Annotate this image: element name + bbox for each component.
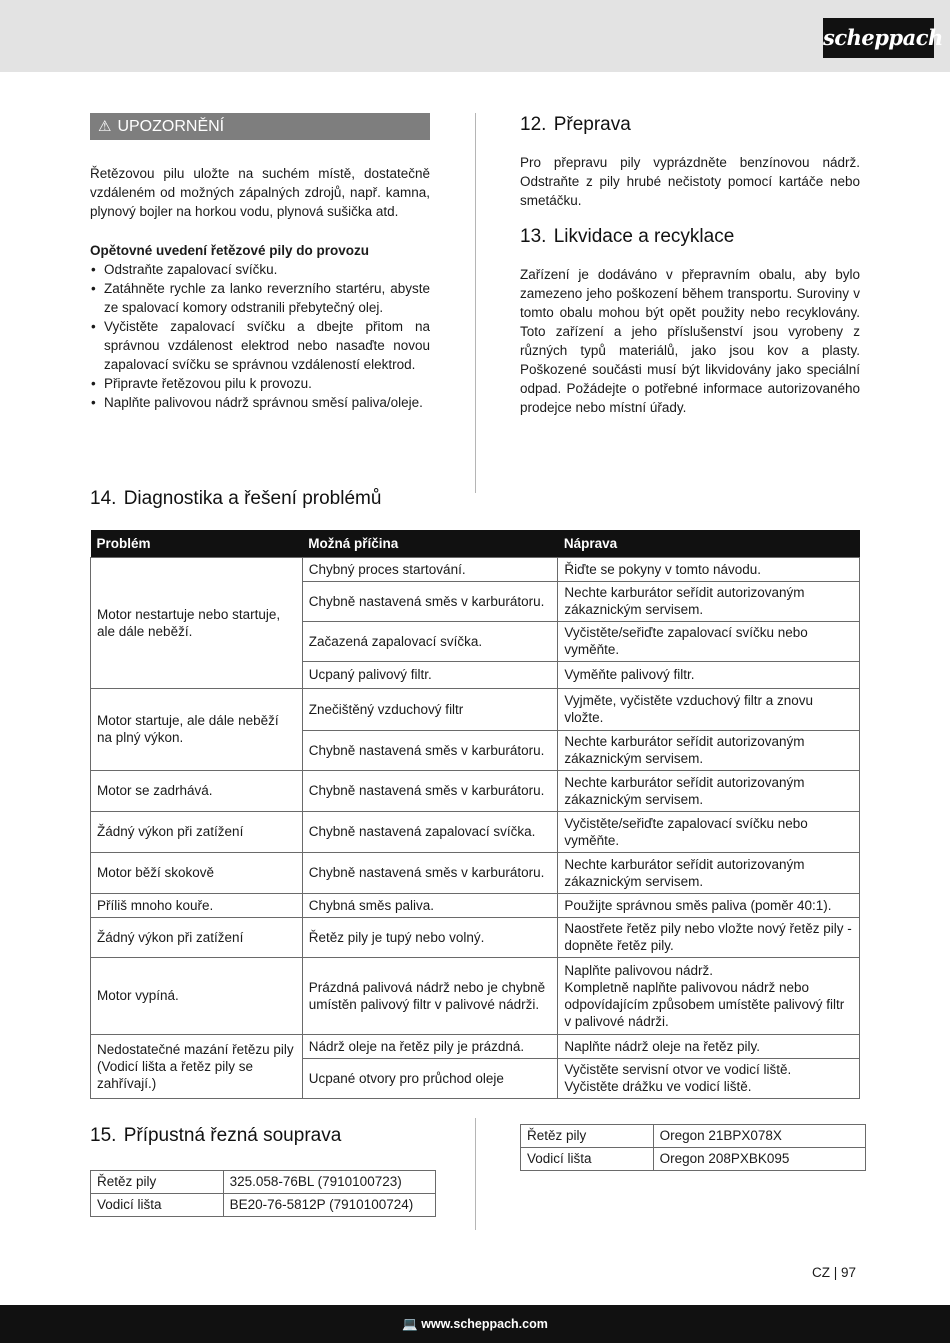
problem-cell: Nedostatečné mazání řetězu pily (Vodicí lišta a řetěz pily se zahřívají.)	[91, 1034, 303, 1098]
cutting-set-table-left	[90, 1170, 436, 1217]
table-row	[91, 917, 860, 957]
cause-cell: Chybný proces startování.	[302, 557, 558, 581]
column-header: Náprava	[558, 530, 860, 557]
section-title: Diagnostika a řešení problémů	[123, 488, 382, 509]
table-row	[91, 1194, 436, 1217]
section-title: Likvidace a recyklace	[553, 226, 735, 247]
section-number: 14.	[90, 488, 117, 509]
column-divider	[475, 1118, 476, 1230]
label-cell: Vodicí lišta	[91, 1194, 224, 1217]
warning-title: UPOZORNĚNÍ	[117, 118, 225, 135]
table-row	[521, 1148, 866, 1171]
problem-cell: Motor se zadrhává.	[91, 770, 303, 811]
cause-cell: Chybná směs paliva.	[302, 893, 558, 917]
fix-cell: Nechte karburátor seřídit autorizovaným zákaznickým servisem.	[558, 730, 860, 770]
label-cell: Řetěz pily	[521, 1125, 654, 1148]
value-cell: Oregon 21BPX078X	[653, 1125, 865, 1148]
cause-cell: Ucpaný palivový filtr.	[302, 661, 558, 688]
fix-cell: Nechte karburátor seřídit autorizovaným zákaznickým servisem.	[558, 770, 860, 811]
fix-cell: Naplňte palivovou nádrž. Kompletně naplňte palivovou nádrž nebo odpovídajícím způsobem umístěte palivový filtr v palivové nádrži.	[558, 957, 860, 1034]
cause-cell: Prázdná palivová nádrž nebo je chybně umístěn palivový filtr v palivové nádrži.	[302, 957, 558, 1034]
table-row	[91, 852, 860, 893]
value-cell: BE20-76-5812P (7910100724)	[223, 1194, 435, 1217]
section-number: 15.	[90, 1125, 117, 1146]
value-cell: 325.058-76BL (7910100723)	[223, 1171, 435, 1194]
section-title: Přeprava	[553, 114, 631, 135]
problem-cell: Motor startuje, ale dále neběží na plný výkon.	[91, 688, 303, 770]
list-item: • Vyčistěte zapalovací svíčku a dbejte přitom na správnou vzdálenost elektrod nebo nasaďte novou zapalovací svíčku se správnou vzdáleností elektrod.	[90, 317, 430, 374]
list-item: • Připravte řetězovou pilu k provozu.	[90, 374, 430, 393]
section-15-heading	[90, 1124, 341, 1148]
section-number: 12.	[520, 114, 547, 135]
cause-cell: Chybně nastavená směs v karburátoru.	[302, 581, 558, 621]
fix-cell: Vyjměte, vyčistěte vzduchový filtr a znovu vložte.	[558, 688, 860, 730]
column-header: Možná příčina	[302, 530, 558, 557]
section-number: 13.	[520, 226, 547, 247]
restart-heading: Opětovné uvedení řetězové pily do provozu	[90, 243, 370, 258]
value-cell: Oregon 208PXBK095	[653, 1148, 865, 1171]
table-row	[521, 1125, 866, 1148]
footer-bar	[0, 1305, 950, 1343]
fix-cell: Naplňte nádrž oleje na řetěz pily.	[558, 1034, 860, 1058]
brand-logo: scheppach	[823, 18, 934, 58]
table-row	[91, 1171, 436, 1194]
warning-text: Řetězovou pilu uložte na suchém místě, dostatečně vzdáleném od možných zápalných zdrojů, např. kamna, plynový bojler na horkou vodu, plynová sušička atd.	[90, 166, 430, 219]
fix-cell: Použijte správnou směs paliva (poměr 40:1).	[558, 893, 860, 917]
troubleshooting-table	[90, 530, 860, 1099]
fix-cell: Nechte karburátor seřídit autorizovaným zákaznickým servisem.	[558, 852, 860, 893]
column-header: Problém	[91, 530, 303, 557]
cause-cell: Nádrž oleje na řetěz pily je prázdná.	[302, 1034, 558, 1058]
table-row	[91, 1034, 860, 1058]
cause-cell: Řetěz pily je tupý nebo volný.	[302, 917, 558, 957]
section-13-text: Zařízení je dodáváno v přepravním obalu, aby bylo zamezeno jeho poškození během transportu. Suroviny v tomto obalu mohou být opět použity nebo recyklovány. Toto zařízení a jeho příslušenství jsou vyrobeny z různých typů materiálů, jako jsou kov a plasty. Poškozené součásti musí být likvidovány jako speciální odpad. Požádejte o potřebné informace autorizovaného prodejce nebo místní úřady.	[520, 267, 860, 415]
fix-cell: Vyčistěte/seřiďte zapalovací svíčku nebo vyměňte.	[558, 621, 860, 661]
fix-cell: Vyčistěte/seřiďte zapalovací svíčku nebo vyměňte.	[558, 811, 860, 852]
section-13-heading	[520, 225, 860, 249]
table-row	[91, 770, 860, 811]
cause-cell: Chybně nastavená směs v karburátoru.	[302, 852, 558, 893]
section-12-heading	[520, 113, 860, 137]
fix-cell: Vyměňte palivový filtr.	[558, 661, 860, 688]
problem-cell: Žádný výkon při zatížení	[91, 917, 303, 957]
section-12-text: Pro přepravu pily vyprázdněte benzínovou nádrž. Odstraňte z pily hrubé nečistoty pomocí kartáče nebo smetáčku.	[520, 155, 860, 208]
right-column	[520, 113, 860, 417]
fix-cell: Nechte karburátor seřídit autorizovaným zákaznickým servisem.	[558, 581, 860, 621]
fix-cell: Řiďte se pokyny v tomto návodu.	[558, 557, 860, 581]
footer-url[interactable]: www.scheppach.com	[421, 1317, 548, 1331]
label-cell: Řetěz pily	[91, 1171, 224, 1194]
list-item: • Odstraňte zapalovací svíčku.	[90, 260, 430, 279]
problem-cell: Příliš mnoho kouře.	[91, 893, 303, 917]
problem-cell: Žádný výkon při zatížení	[91, 811, 303, 852]
section-title: Přípustná řezná souprava	[123, 1125, 342, 1146]
page-number: CZ | 97	[812, 1265, 857, 1280]
cause-cell: Chybně nastavená směs v karburátoru.	[302, 730, 558, 770]
table-row	[91, 688, 860, 730]
fix-cell: Naostřete řetěz pily nebo vložte nový řetěz pily - dopněte řetěz pily.	[558, 917, 860, 957]
section-14-heading	[90, 487, 381, 511]
problem-cell: Motor nestartuje nebo startuje, ale dále neběží.	[91, 557, 303, 688]
table-row	[91, 957, 860, 1034]
cause-cell: Začazená zapalovací svíčka.	[302, 621, 558, 661]
list-item: • Naplňte palivovou nádrž správnou směsí paliva/oleje.	[90, 393, 430, 412]
column-divider	[475, 113, 476, 493]
cutting-set-table-right	[520, 1124, 866, 1171]
restart-list	[90, 260, 430, 412]
computer-icon: 💻	[402, 1317, 418, 1331]
problem-cell: Motor vypíná.	[91, 957, 303, 1034]
warning-box	[90, 113, 430, 140]
label-cell: Vodicí lišta	[521, 1148, 654, 1171]
cause-cell: Ucpané otvory pro průchod oleje	[302, 1058, 558, 1098]
top-bar	[0, 0, 950, 72]
warning-icon: ⚠	[98, 118, 112, 135]
table-header-row	[91, 530, 860, 557]
cause-cell: Chybně nastavená zapalovací svíčka.	[302, 811, 558, 852]
list-item: • Zatáhněte rychle za lanko reverzního startéru, abyste ze spalovací komory odstranili přebytečný olej.	[90, 279, 430, 317]
cause-cell: Chybně nastavená směs v karburátoru.	[302, 770, 558, 811]
table-row	[91, 811, 860, 852]
fix-cell: Vyčistěte servisní otvor ve vodicí liště. Vyčistěte drážku ve vodicí liště.	[558, 1058, 860, 1098]
left-column	[90, 113, 430, 412]
problem-cell: Motor běží skokově	[91, 852, 303, 893]
cause-cell: Znečištěný vzduchový filtr	[302, 688, 558, 730]
table-row	[91, 557, 860, 581]
table-row	[91, 893, 860, 917]
